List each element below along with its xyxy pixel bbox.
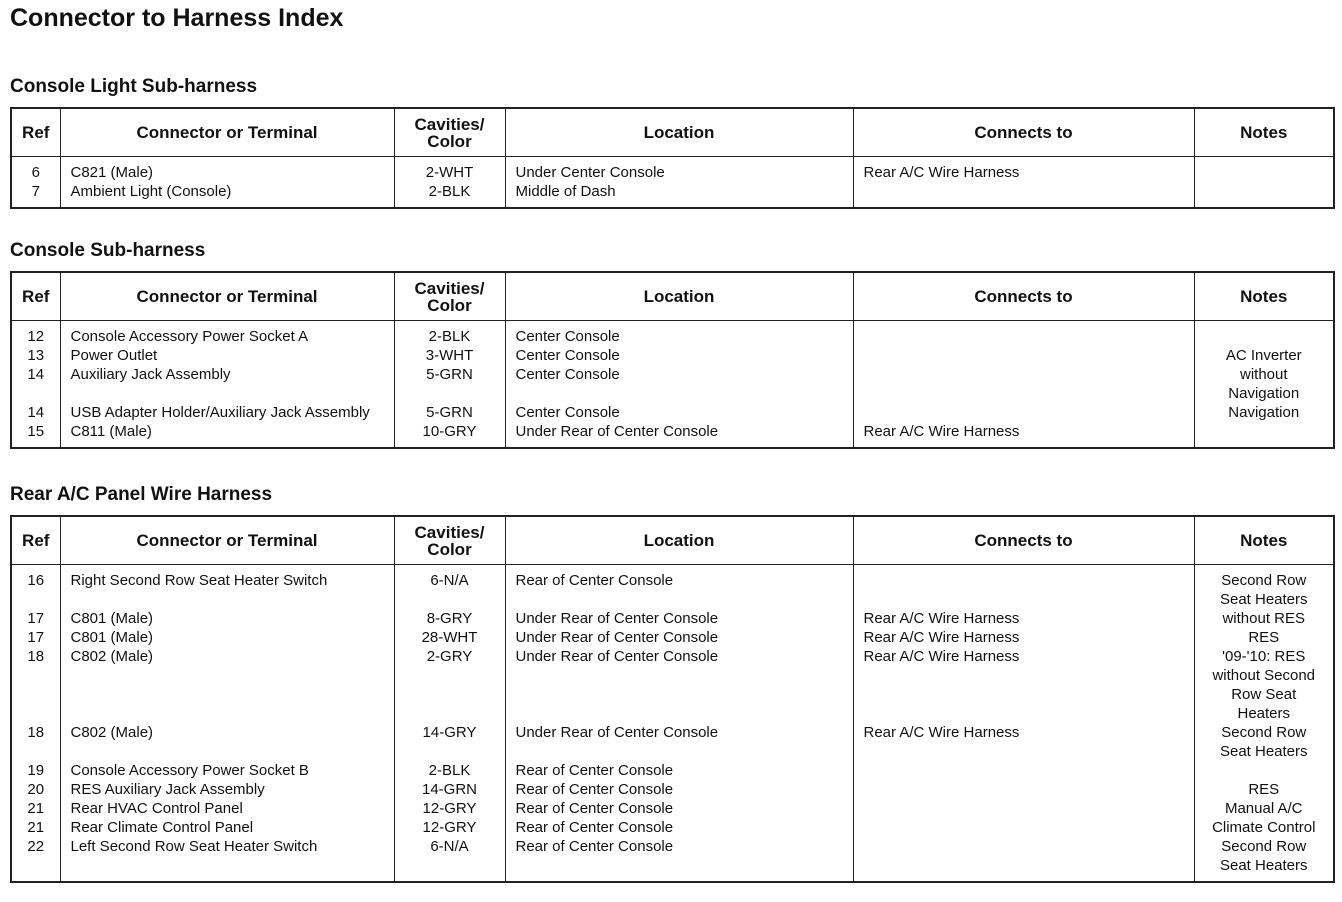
ref-cell: 19 <box>11 761 60 780</box>
location-cell: Under Rear of Center Console <box>505 647 853 723</box>
location-cell: Rear of Center Console <box>505 837 853 882</box>
cavities-color-cell: 28-WHT <box>394 628 505 647</box>
console-light-table <box>10 107 1335 209</box>
section-title-rear-ac: Rear A/C Panel Wire Harness <box>10 484 273 505</box>
cavities-color-header <box>394 108 505 157</box>
ref-cell: 17 <box>11 628 60 647</box>
notes-cell <box>1194 157 1334 183</box>
location-cell: Under Rear of Center Console <box>505 628 853 647</box>
notes-header: Notes <box>1194 272 1334 321</box>
location-cell: Rear of Center Console <box>505 799 853 818</box>
connects-to-cell: Rear A/C Wire Harness <box>853 609 1194 628</box>
section-title-console-light: Console Light Sub-harness <box>10 76 258 97</box>
notes-cell: Second Row Seat Heaters <box>1194 565 1334 610</box>
connects-to-header: Connects to <box>853 516 1194 565</box>
cavities-header-line2: Color <box>427 295 472 315</box>
cavities-color-cell: 5-GRN <box>394 365 505 403</box>
connects-to-cell: Rear A/C Wire Harness <box>853 157 1194 183</box>
cavities-color-cell: 2-BLK <box>394 182 505 208</box>
notes-cell: RES <box>1194 628 1334 647</box>
cavities-header-line2: Color <box>427 131 472 151</box>
notes-cell: Navigation <box>1194 403 1334 422</box>
ref-header: Ref <box>11 272 60 321</box>
location-header: Location <box>505 272 853 321</box>
connector-cell: C821 (Male) <box>60 157 394 183</box>
location-cell: Center Console <box>505 403 853 422</box>
cavities-color-cell: 12-GRY <box>394 818 505 837</box>
ref-cell: 21 <box>11 799 60 818</box>
connector-cell: Rear HVAC Control Panel <box>60 799 394 818</box>
connects-to-cell <box>853 761 1194 780</box>
cavities-color-header <box>394 272 505 321</box>
ref-cell: 15 <box>11 422 60 448</box>
connects-to-cell: Rear A/C Wire Harness <box>853 647 1194 723</box>
connector-cell: RES Auxiliary Jack Assembly <box>60 780 394 799</box>
location-cell: Under Center Console <box>505 157 853 183</box>
header-row <box>11 272 1334 321</box>
connector-cell: Right Second Row Seat Heater Switch <box>60 565 394 610</box>
notes-cell: RES <box>1194 780 1334 799</box>
cavities-color-cell: 6-N/A <box>394 565 505 610</box>
ref-cell: 16 <box>11 565 60 610</box>
connector-cell: Console Accessory Power Socket B <box>60 761 394 780</box>
location-cell: Under Rear of Center Console <box>505 723 853 761</box>
ref-header: Ref <box>11 108 60 157</box>
notes-header: Notes <box>1194 108 1334 157</box>
connector-cell: C811 (Male) <box>60 422 394 448</box>
notes-header: Notes <box>1194 516 1334 565</box>
cavities-color-cell: 8-GRY <box>394 609 505 628</box>
table-row <box>11 628 1334 647</box>
ref-cell: 21 <box>11 818 60 837</box>
location-header: Location <box>505 516 853 565</box>
notes-cell: without RES <box>1194 609 1334 628</box>
header-row <box>11 108 1334 157</box>
connects-to-cell <box>853 818 1194 837</box>
table-row <box>11 422 1334 448</box>
location-cell: Center Console <box>505 346 853 365</box>
ref-cell: 20 <box>11 780 60 799</box>
cavities-color-cell: 14-GRN <box>394 780 505 799</box>
location-cell: Rear of Center Console <box>505 565 853 610</box>
cavities-color-cell: 12-GRY <box>394 799 505 818</box>
ref-cell: 22 <box>11 837 60 882</box>
ref-cell: 13 <box>11 346 60 365</box>
connector-header: Connector or Terminal <box>60 108 394 157</box>
connects-to-header: Connects to <box>853 108 1194 157</box>
cavities-color-header <box>394 516 505 565</box>
table-row <box>11 761 1334 780</box>
connects-to-cell <box>853 780 1194 799</box>
table-row <box>11 321 1334 347</box>
ref-cell: 18 <box>11 723 60 761</box>
table-row <box>11 565 1334 610</box>
section-title-console-sub: Console Sub-harness <box>10 240 206 261</box>
connects-to-cell <box>853 346 1194 365</box>
connector-cell: C802 (Male) <box>60 647 394 723</box>
table-row <box>11 403 1334 422</box>
location-cell: Rear of Center Console <box>505 761 853 780</box>
console-sub-table <box>10 271 1335 449</box>
location-cell: Middle of Dash <box>505 182 853 208</box>
page-title: Connector to Harness Index <box>10 4 344 32</box>
table-row <box>11 346 1334 365</box>
cavities-color-cell: 10-GRY <box>394 422 505 448</box>
rear-ac-table <box>10 515 1335 883</box>
location-header: Location <box>505 108 853 157</box>
header-row <box>11 516 1334 565</box>
cavities-header-line1: Cavities/ <box>414 114 485 134</box>
cavities-header-line1: Cavities/ <box>414 522 485 542</box>
table-row <box>11 157 1334 183</box>
notes-cell <box>1194 321 1334 347</box>
connects-to-cell: Rear A/C Wire Harness <box>853 422 1194 448</box>
connects-to-header: Connects to <box>853 272 1194 321</box>
connector-cell: C801 (Male) <box>60 628 394 647</box>
cavities-color-cell: 14-GRY <box>394 723 505 761</box>
connector-cell: Power Outlet <box>60 346 394 365</box>
connector-cell: C802 (Male) <box>60 723 394 761</box>
location-cell: Under Rear of Center Console <box>505 422 853 448</box>
notes-cell: without Navigation <box>1194 365 1334 403</box>
ref-cell: 14 <box>11 403 60 422</box>
ref-cell: 17 <box>11 609 60 628</box>
connector-header: Connector or Terminal <box>60 272 394 321</box>
location-cell: Rear of Center Console <box>505 780 853 799</box>
table-row <box>11 609 1334 628</box>
cavities-color-cell: 5-GRN <box>394 403 505 422</box>
connects-to-cell <box>853 565 1194 610</box>
notes-cell: Climate Control <box>1194 818 1334 837</box>
connector-cell: Ambient Light (Console) <box>60 182 394 208</box>
table-row <box>11 818 1334 837</box>
ref-cell: 6 <box>11 157 60 183</box>
connector-cell: Rear Climate Control Panel <box>60 818 394 837</box>
cavities-color-cell: 3-WHT <box>394 346 505 365</box>
table-row <box>11 723 1334 761</box>
notes-cell: '09-'10: RES without Second Row Seat Heaters <box>1194 647 1334 723</box>
location-cell: Center Console <box>505 365 853 403</box>
notes-cell: AC Inverter <box>1194 346 1334 365</box>
table-row <box>11 799 1334 818</box>
connector-cell: C801 (Male) <box>60 609 394 628</box>
connector-cell: Auxiliary Jack Assembly <box>60 365 394 403</box>
ref-cell: 7 <box>11 182 60 208</box>
connects-to-cell <box>853 365 1194 403</box>
cavities-header-line2: Color <box>427 539 472 559</box>
ref-header: Ref <box>11 516 60 565</box>
cavities-color-cell: 2-BLK <box>394 761 505 780</box>
cavities-color-cell: 6-N/A <box>394 837 505 882</box>
cavities-color-cell: 2-GRY <box>394 647 505 723</box>
table-row <box>11 780 1334 799</box>
table-row <box>11 365 1334 403</box>
connector-cell: USB Adapter Holder/Auxiliary Jack Assembly <box>60 403 394 422</box>
table-row <box>11 647 1334 723</box>
connects-to-cell <box>853 321 1194 347</box>
notes-cell <box>1194 182 1334 208</box>
location-cell: Center Console <box>505 321 853 347</box>
notes-cell <box>1194 422 1334 448</box>
location-cell: Under Rear of Center Console <box>505 609 853 628</box>
connector-cell: Left Second Row Seat Heater Switch <box>60 837 394 882</box>
connects-to-cell <box>853 799 1194 818</box>
notes-cell: Second Row Seat Heaters <box>1194 723 1334 761</box>
location-cell: Rear of Center Console <box>505 818 853 837</box>
connects-to-cell <box>853 403 1194 422</box>
ref-cell: 14 <box>11 365 60 403</box>
connector-cell: Console Accessory Power Socket A <box>60 321 394 347</box>
notes-cell: Manual A/C <box>1194 799 1334 818</box>
table-row <box>11 182 1334 208</box>
ref-cell: 12 <box>11 321 60 347</box>
notes-cell: Second Row Seat Heaters <box>1194 837 1334 882</box>
connects-to-cell: Rear A/C Wire Harness <box>853 628 1194 647</box>
connects-to-cell <box>853 182 1194 208</box>
cavities-color-cell: 2-BLK <box>394 321 505 347</box>
notes-cell <box>1194 761 1334 780</box>
connects-to-cell <box>853 837 1194 882</box>
ref-cell: 18 <box>11 647 60 723</box>
cavities-header-line1: Cavities/ <box>414 278 485 298</box>
connects-to-cell: Rear A/C Wire Harness <box>853 723 1194 761</box>
cavities-color-cell: 2-WHT <box>394 157 505 183</box>
table-row <box>11 837 1334 882</box>
connector-header: Connector or Terminal <box>60 516 394 565</box>
